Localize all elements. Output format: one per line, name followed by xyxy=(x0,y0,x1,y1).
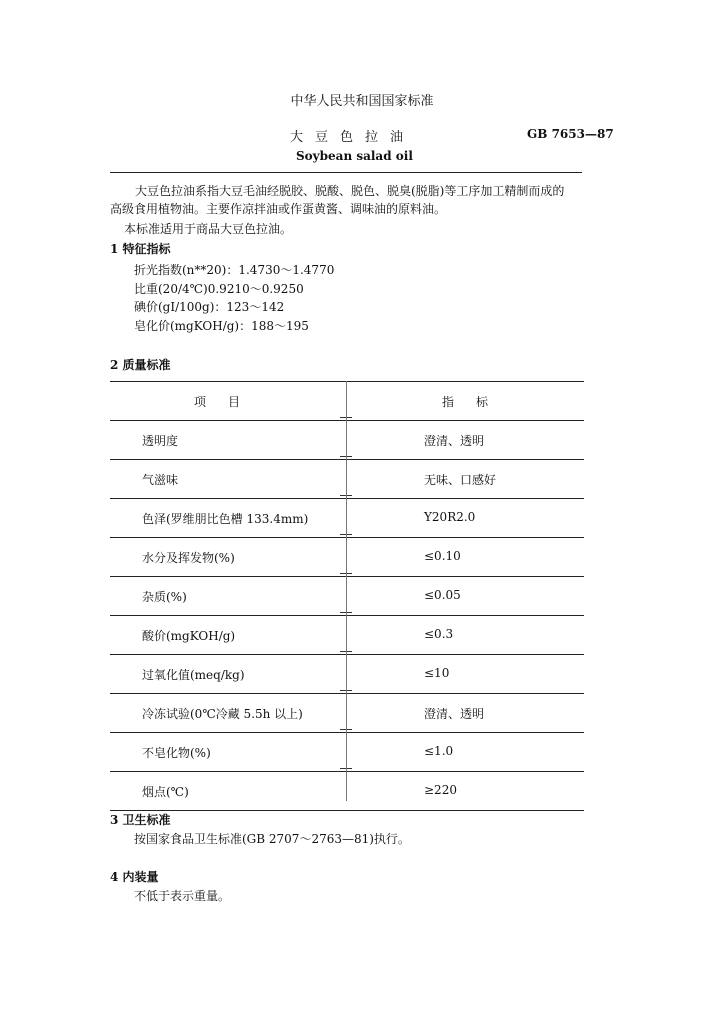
section-3-heading: 3 卫生标准 xyxy=(110,813,171,827)
national-standard-title: 中华人民共和国国家标准 xyxy=(290,94,434,109)
quality-standard-table xyxy=(110,381,584,811)
row-value: ≤0.10 xyxy=(424,549,461,563)
table-row xyxy=(110,693,584,732)
section-4-text: 不低于表示重量。 xyxy=(134,889,231,903)
row-value: 澄清、透明 xyxy=(424,707,485,721)
table-row xyxy=(110,615,584,654)
row-value: Y20R2.0 xyxy=(424,510,476,524)
section-2-heading: 2 质量标准 xyxy=(110,358,171,372)
document-title-chinese: 大豆色拉油 xyxy=(290,130,416,145)
table-row xyxy=(110,459,584,498)
row-item: 不皂化物(%) xyxy=(142,746,211,760)
table-row xyxy=(110,576,584,615)
row-value: ≥220 xyxy=(424,783,457,797)
standard-code: GB 7653—87 xyxy=(527,127,614,141)
row-item: 透明度 xyxy=(142,434,179,448)
feature-saponification-value: 皂化价(mgKOH/g)：188～195 xyxy=(134,319,309,333)
row-value: ≤10 xyxy=(424,666,450,680)
header-divider xyxy=(110,172,582,173)
table-row xyxy=(110,771,584,811)
section-4-heading: 4 内装量 xyxy=(110,870,159,884)
feature-refractive-index: 折光指数(n**20)：1.4730～1.4770 xyxy=(134,263,335,277)
table-header-value: 指标 xyxy=(442,395,511,409)
row-value: ≤0.05 xyxy=(424,588,461,602)
row-item: 冷冻试验(0℃冷藏 5.5h 以上) xyxy=(142,707,303,721)
row-value: 澄清、透明 xyxy=(424,434,485,448)
feature-iodine-value: 碘价(gI/100g)：123～142 xyxy=(134,300,285,314)
table-row xyxy=(110,732,584,771)
table-row xyxy=(110,654,584,693)
row-value: ≤0.3 xyxy=(424,627,454,641)
table-row xyxy=(110,498,584,537)
feature-specific-gravity: 比重(20/4℃)0.9210～0.9250 xyxy=(134,282,304,296)
row-item: 气滋味 xyxy=(142,473,179,487)
row-item: 水分及挥发物(%) xyxy=(142,551,235,565)
document-title-english: Soybean salad oil xyxy=(296,149,413,163)
table-vertical-rule xyxy=(346,381,347,801)
row-item: 色泽(罗维朋比色槽 133.4mm) xyxy=(142,512,309,526)
intro-paragraph-line-1: 大豆色拉油系指大豆毛油经脱胶、脱酸、脱色、脱臭(脱脂)等工序加工精制而成的 xyxy=(135,184,565,198)
section-1-heading: 1 特征指标 xyxy=(110,242,171,256)
section-3-text: 按国家食品卫生标准(GB 2707～2763—81)执行。 xyxy=(134,832,410,846)
intro-paragraph-line-2: 高级食用植物油。主要作凉拌油或作蛋黄酱、调味油的原料油。 xyxy=(110,202,447,216)
row-item: 烟点(℃) xyxy=(142,785,189,799)
table-row xyxy=(110,420,584,459)
table-header-item: 项目 xyxy=(194,395,263,409)
row-item: 酸价(mgKOH/g) xyxy=(142,629,236,643)
row-item: 杂质(%) xyxy=(142,590,187,604)
scope-statement: 本标准适用于商品大豆色拉油。 xyxy=(124,222,293,236)
row-value: 无味、口感好 xyxy=(424,473,497,487)
row-item: 过氧化值(meq/kg) xyxy=(142,668,245,682)
row-value: ≤1.0 xyxy=(424,744,454,758)
table-header-row xyxy=(110,381,584,420)
table-row xyxy=(110,537,584,576)
